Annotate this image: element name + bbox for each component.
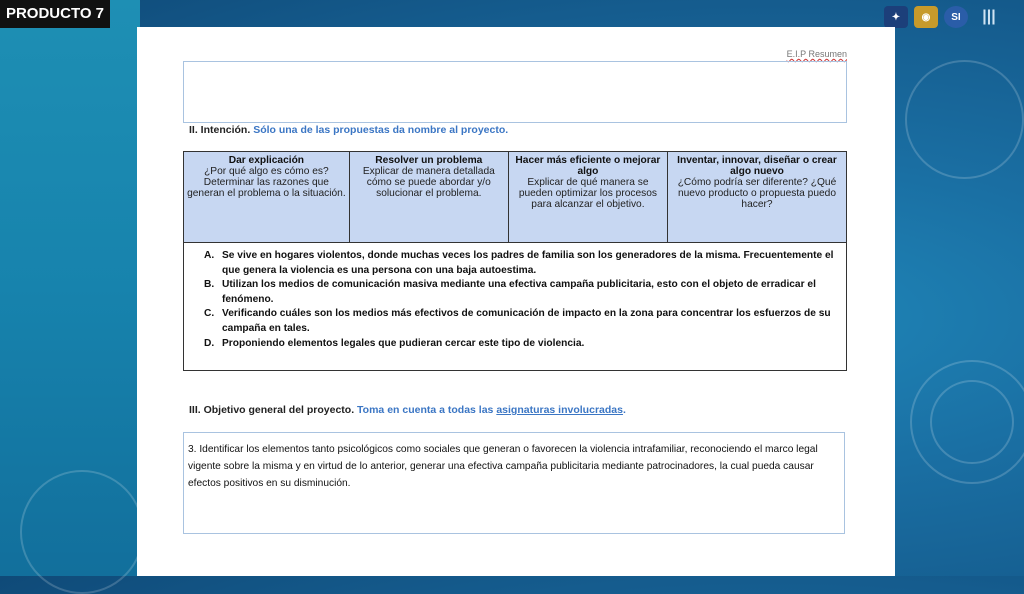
column-resolver-problema [349, 152, 508, 243]
iii-logo-icon: ||| [982, 8, 996, 25]
list-marker: D. [204, 337, 215, 349]
column-hacer-eficiente [508, 152, 667, 243]
proposals-cell [184, 243, 847, 371]
column-title: Dar explicación [228, 155, 305, 166]
column-title: Hacer más eficiente o mejorar algo [515, 155, 661, 177]
slide-tag: PRODUCTO 7 [0, 0, 110, 28]
decorative-ring [905, 60, 1024, 179]
intention-table [183, 151, 847, 371]
anniversary-logo-icon: ◉ [914, 6, 938, 28]
document-page [137, 27, 895, 576]
section-hint-link[interactable]: asignaturas involucradas [496, 404, 623, 416]
empty-text-box[interactable] [183, 61, 847, 123]
list-text: Utilizan los medios de comunicación masiva mediante una efectiva campaña publicitaria, esto con el objeto de erradicar el fenómeno. [222, 279, 816, 305]
section-hint: Toma en cuenta a todas las [357, 404, 494, 416]
column-body: ¿Por qué algo es cómo es? Determinar las razones que generan el problema o la situación. [187, 166, 346, 199]
column-inventar [667, 152, 846, 243]
list-item [204, 278, 840, 307]
list-text: Proponiendo elementos legales que pudieran cercar este tipo de violencia. [222, 337, 585, 349]
column-body: Explicar de manera detallada cómo se puede abordar y/o solucionar el problema. [362, 166, 495, 199]
section-objetivo-heading [189, 404, 626, 416]
running-head: E.I.P Resumen [786, 49, 847, 59]
list-marker: B. [204, 279, 215, 291]
list-item [204, 307, 840, 336]
list-marker: A. [204, 250, 215, 261]
proposals-list [204, 249, 840, 351]
decorative-ring [20, 470, 144, 594]
decorative-ring [930, 380, 1014, 464]
column-body: Explicar de qué manera se pueden optimizar los procesos para alcanzar el objetivo. [518, 177, 657, 210]
column-title: Resolver un problema [375, 155, 483, 166]
section-label: III. Objetivo general del proyecto. [189, 404, 355, 416]
section-intencion-heading [189, 124, 508, 136]
column-title: Inventar, innovar, diseñar o crear algo nuevo [677, 155, 837, 177]
objective-text-box[interactable]: 3. Identificar los elementos tanto psicológicos como sociales que generan o favorecen la violencia intrafamiliar, reconociendo el marco legal vigente sobre la misma y en virtud de lo anterior, generar una efectiva campaña publicitaria mediante patrocinadores, la cual pueda causar efectos positivos en su disminución. [183, 432, 845, 534]
section-label: II. Intención. [189, 124, 251, 136]
list-item [204, 249, 840, 278]
section-hint: Sólo una de las propuestas da nombre al proyecto. [253, 124, 509, 136]
list-text: Se vive en hogares violentos, donde muchas veces los padres de familia son los generadores de la misma. Frecuentemente el que genera la violencia es una persona con una baja autoestima. [222, 250, 834, 276]
list-item [204, 337, 840, 352]
column-body: ¿Cómo podría ser diferente? ¿Qué nuevo producto o propuesta puedo hacer? [677, 177, 837, 210]
unam-logo-icon: ✦ [884, 6, 908, 28]
column-dar-explicacion [184, 152, 350, 243]
logo-strip [884, 4, 1004, 30]
section-hint-end: . [622, 404, 626, 416]
si-logo-icon: SI [944, 6, 968, 28]
list-text: Verificando cuáles son los medios más efectivos de comunicación de impacto en la zona para concentrar los esfuerzos de su campaña en tales. [222, 308, 831, 334]
list-marker: C. [204, 308, 215, 320]
